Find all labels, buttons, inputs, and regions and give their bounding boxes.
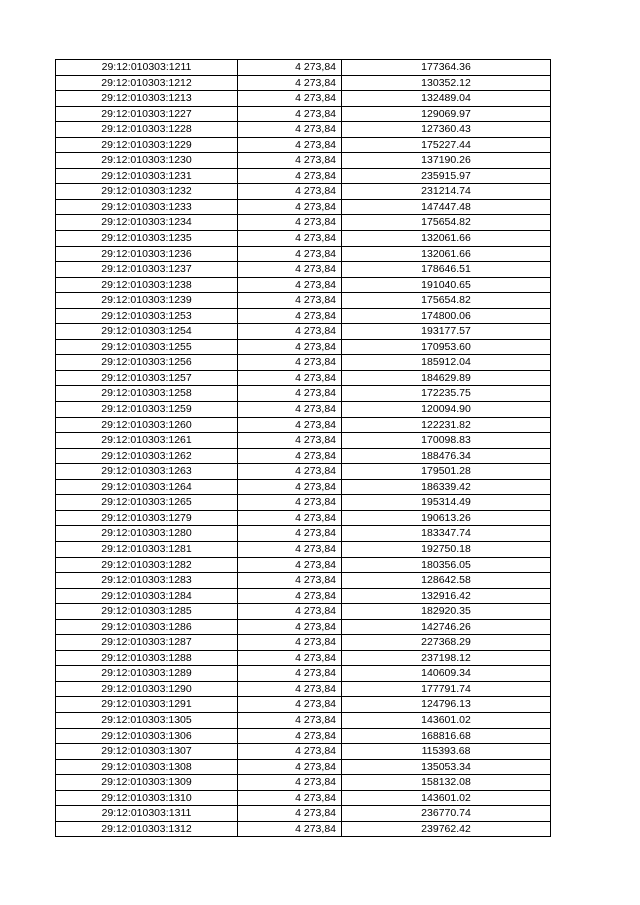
table-row [56, 184, 551, 200]
area-cell: 4 273,84 [238, 650, 342, 666]
table-row [56, 137, 551, 153]
value-cell: 177791.74 [342, 681, 551, 697]
value-cell: 179501.28 [342, 464, 551, 480]
table-body [56, 60, 551, 837]
area-cell: 4 273,84 [238, 557, 342, 573]
value-cell: 170098.83 [342, 433, 551, 449]
cadastral-number-cell: 29:12:010303:1211 [56, 60, 238, 76]
value-cell: 175654.82 [342, 293, 551, 309]
area-cell: 4 273,84 [238, 635, 342, 651]
table-row [56, 91, 551, 107]
area-cell: 4 273,84 [238, 199, 342, 215]
value-cell: 186339.42 [342, 479, 551, 495]
cadastral-number-cell: 29:12:010303:1257 [56, 370, 238, 386]
value-cell: 132916.42 [342, 588, 551, 604]
table-row [56, 790, 551, 806]
table-row [56, 728, 551, 744]
cadastral-number-cell: 29:12:010303:1260 [56, 417, 238, 433]
cadastral-number-cell: 29:12:010303:1307 [56, 744, 238, 760]
cadastral-number-cell: 29:12:010303:1289 [56, 666, 238, 682]
table-row [56, 712, 551, 728]
value-cell: 127360.43 [342, 122, 551, 138]
cadastral-number-cell: 29:12:010303:1283 [56, 573, 238, 589]
value-cell: 120094.90 [342, 402, 551, 418]
value-cell: 158132.08 [342, 775, 551, 791]
cadastral-number-cell: 29:12:010303:1312 [56, 821, 238, 837]
value-cell: 184629.89 [342, 370, 551, 386]
value-cell: 236770.74 [342, 806, 551, 822]
cadastral-number-cell: 29:12:010303:1310 [56, 790, 238, 806]
table-row [56, 60, 551, 76]
area-cell: 4 273,84 [238, 619, 342, 635]
value-cell: 170953.60 [342, 339, 551, 355]
value-cell: 191040.65 [342, 277, 551, 293]
value-cell: 178646.51 [342, 262, 551, 278]
cadastral-number-cell: 29:12:010303:1309 [56, 775, 238, 791]
area-cell: 4 273,84 [238, 137, 342, 153]
table-row [56, 479, 551, 495]
area-cell: 4 273,84 [238, 712, 342, 728]
area-cell: 4 273,84 [238, 122, 342, 138]
cadastral-number-cell: 29:12:010303:1212 [56, 75, 238, 91]
area-cell: 4 273,84 [238, 790, 342, 806]
table-row [56, 681, 551, 697]
cadastral-number-cell: 29:12:010303:1308 [56, 759, 238, 775]
table-row [56, 246, 551, 262]
area-cell: 4 273,84 [238, 370, 342, 386]
value-cell: 192750.18 [342, 541, 551, 557]
value-cell: 239762.42 [342, 821, 551, 837]
value-cell: 143601.02 [342, 790, 551, 806]
table-row [56, 775, 551, 791]
table-row [56, 402, 551, 418]
value-cell: 188476.34 [342, 448, 551, 464]
table-row [56, 635, 551, 651]
area-cell: 4 273,84 [238, 775, 342, 791]
cadastral-number-cell: 29:12:010303:1237 [56, 262, 238, 278]
cadastral-number-cell: 29:12:010303:1262 [56, 448, 238, 464]
table-row [56, 557, 551, 573]
table-row [56, 433, 551, 449]
table-row [56, 324, 551, 340]
area-cell: 4 273,84 [238, 91, 342, 107]
value-cell: 237198.12 [342, 650, 551, 666]
value-cell: 168816.68 [342, 728, 551, 744]
area-cell: 4 273,84 [238, 448, 342, 464]
value-cell: 231214.74 [342, 184, 551, 200]
cadastral-number-cell: 29:12:010303:1233 [56, 199, 238, 215]
value-cell: 132061.66 [342, 246, 551, 262]
table-row [56, 293, 551, 309]
area-cell: 4 273,84 [238, 728, 342, 744]
cadastral-number-cell: 29:12:010303:1285 [56, 604, 238, 620]
cadastral-number-cell: 29:12:010303:1286 [56, 619, 238, 635]
cadastral-number-cell: 29:12:010303:1229 [56, 137, 238, 153]
table-row [56, 168, 551, 184]
area-cell: 4 273,84 [238, 75, 342, 91]
cadastral-number-cell: 29:12:010303:1280 [56, 526, 238, 542]
area-cell: 4 273,84 [238, 479, 342, 495]
table-row [56, 759, 551, 775]
area-cell: 4 273,84 [238, 464, 342, 480]
table-row [56, 386, 551, 402]
value-cell: 147447.48 [342, 199, 551, 215]
cadastral-number-cell: 29:12:010303:1238 [56, 277, 238, 293]
value-cell: 115393.68 [342, 744, 551, 760]
value-cell: 129069.97 [342, 106, 551, 122]
value-cell: 137190.26 [342, 153, 551, 169]
value-cell: 182920.35 [342, 604, 551, 620]
table-row [56, 526, 551, 542]
cadastral-number-cell: 29:12:010303:1311 [56, 806, 238, 822]
table-row [56, 541, 551, 557]
value-cell: 193177.57 [342, 324, 551, 340]
area-cell: 4 273,84 [238, 168, 342, 184]
table-row [56, 464, 551, 480]
cadastral-number-cell: 29:12:010303:1255 [56, 339, 238, 355]
table-row [56, 588, 551, 604]
area-cell: 4 273,84 [238, 681, 342, 697]
area-cell: 4 273,84 [238, 184, 342, 200]
area-cell: 4 273,84 [238, 355, 342, 371]
cadastral-number-cell: 29:12:010303:1290 [56, 681, 238, 697]
cadastral-number-cell: 29:12:010303:1254 [56, 324, 238, 340]
table-row [56, 355, 551, 371]
cadastral-number-cell: 29:12:010303:1287 [56, 635, 238, 651]
area-cell: 4 273,84 [238, 588, 342, 604]
table-row [56, 573, 551, 589]
cadastral-number-cell: 29:12:010303:1265 [56, 495, 238, 511]
cadastral-number-cell: 29:12:010303:1236 [56, 246, 238, 262]
table-row [56, 650, 551, 666]
cadastral-number-cell: 29:12:010303:1305 [56, 712, 238, 728]
area-cell: 4 273,84 [238, 324, 342, 340]
area-cell: 4 273,84 [238, 277, 342, 293]
cadastral-number-cell: 29:12:010303:1234 [56, 215, 238, 231]
table-row [56, 417, 551, 433]
value-cell: 185912.04 [342, 355, 551, 371]
cadastral-number-cell: 29:12:010303:1263 [56, 464, 238, 480]
value-cell: 135053.34 [342, 759, 551, 775]
value-cell: 142746.26 [342, 619, 551, 635]
area-cell: 4 273,84 [238, 821, 342, 837]
value-cell: 177364.36 [342, 60, 551, 76]
area-cell: 4 273,84 [238, 386, 342, 402]
value-cell: 140609.34 [342, 666, 551, 682]
cadastral-number-cell: 29:12:010303:1228 [56, 122, 238, 138]
cadastral-number-cell: 29:12:010303:1235 [56, 231, 238, 247]
table-row [56, 308, 551, 324]
table-row [56, 262, 551, 278]
cadastral-number-cell: 29:12:010303:1258 [56, 386, 238, 402]
table-row [56, 697, 551, 713]
cadastral-number-cell: 29:12:010303:1261 [56, 433, 238, 449]
value-cell: 128642.58 [342, 573, 551, 589]
value-cell: 143601.02 [342, 712, 551, 728]
area-cell: 4 273,84 [238, 215, 342, 231]
table-row [56, 370, 551, 386]
cadastral-number-cell: 29:12:010303:1306 [56, 728, 238, 744]
value-cell: 132061.66 [342, 231, 551, 247]
area-cell: 4 273,84 [238, 60, 342, 76]
value-cell: 132489.04 [342, 91, 551, 107]
area-cell: 4 273,84 [238, 744, 342, 760]
table-row [56, 122, 551, 138]
table-row [56, 339, 551, 355]
cadastral-number-cell: 29:12:010303:1232 [56, 184, 238, 200]
table-row [56, 806, 551, 822]
cadastral-number-cell: 29:12:010303:1231 [56, 168, 238, 184]
table-row [56, 604, 551, 620]
value-cell: 183347.74 [342, 526, 551, 542]
area-cell: 4 273,84 [238, 308, 342, 324]
area-cell: 4 273,84 [238, 402, 342, 418]
table-row [56, 821, 551, 837]
cadastral-number-cell: 29:12:010303:1256 [56, 355, 238, 371]
table-row [56, 510, 551, 526]
value-cell: 130352.12 [342, 75, 551, 91]
area-cell: 4 273,84 [238, 417, 342, 433]
cadastral-number-cell: 29:12:010303:1259 [56, 402, 238, 418]
area-cell: 4 273,84 [238, 339, 342, 355]
table-row [56, 666, 551, 682]
area-cell: 4 273,84 [238, 433, 342, 449]
table-row [56, 231, 551, 247]
cadastral-number-cell: 29:12:010303:1227 [56, 106, 238, 122]
area-cell: 4 273,84 [238, 697, 342, 713]
area-cell: 4 273,84 [238, 495, 342, 511]
table-row [56, 106, 551, 122]
value-cell: 180356.05 [342, 557, 551, 573]
area-cell: 4 273,84 [238, 759, 342, 775]
value-cell: 195314.49 [342, 495, 551, 511]
table-row [56, 495, 551, 511]
cadastral-number-cell: 29:12:010303:1282 [56, 557, 238, 573]
cadastral-number-cell: 29:12:010303:1281 [56, 541, 238, 557]
cadastral-number-cell: 29:12:010303:1239 [56, 293, 238, 309]
value-cell: 172235.75 [342, 386, 551, 402]
cadastral-number-cell: 29:12:010303:1264 [56, 479, 238, 495]
table-row [56, 448, 551, 464]
cadastral-number-cell: 29:12:010303:1253 [56, 308, 238, 324]
value-cell: 175654.82 [342, 215, 551, 231]
area-cell: 4 273,84 [238, 153, 342, 169]
table-row [56, 619, 551, 635]
value-cell: 174800.06 [342, 308, 551, 324]
value-cell: 190613.26 [342, 510, 551, 526]
cadastral-number-cell: 29:12:010303:1230 [56, 153, 238, 169]
value-cell: 122231.82 [342, 417, 551, 433]
table-row [56, 744, 551, 760]
area-cell: 4 273,84 [238, 604, 342, 620]
table-row [56, 215, 551, 231]
value-cell: 235915.97 [342, 168, 551, 184]
area-cell: 4 273,84 [238, 246, 342, 262]
cadastral-number-cell: 29:12:010303:1284 [56, 588, 238, 604]
area-cell: 4 273,84 [238, 106, 342, 122]
area-cell: 4 273,84 [238, 666, 342, 682]
area-cell: 4 273,84 [238, 806, 342, 822]
value-cell: 175227.44 [342, 137, 551, 153]
value-cell: 227368.29 [342, 635, 551, 651]
cadastral-number-cell: 29:12:010303:1288 [56, 650, 238, 666]
area-cell: 4 273,84 [238, 526, 342, 542]
area-cell: 4 273,84 [238, 262, 342, 278]
area-cell: 4 273,84 [238, 573, 342, 589]
cadastral-number-cell: 29:12:010303:1213 [56, 91, 238, 107]
area-cell: 4 273,84 [238, 510, 342, 526]
cadastral-number-cell: 29:12:010303:1291 [56, 697, 238, 713]
cadastral-value-table [55, 59, 551, 837]
table-row [56, 75, 551, 91]
table-row [56, 153, 551, 169]
table-row [56, 199, 551, 215]
area-cell: 4 273,84 [238, 541, 342, 557]
value-cell: 124796.13 [342, 697, 551, 713]
area-cell: 4 273,84 [238, 293, 342, 309]
table-row [56, 277, 551, 293]
cadastral-number-cell: 29:12:010303:1279 [56, 510, 238, 526]
area-cell: 4 273,84 [238, 231, 342, 247]
